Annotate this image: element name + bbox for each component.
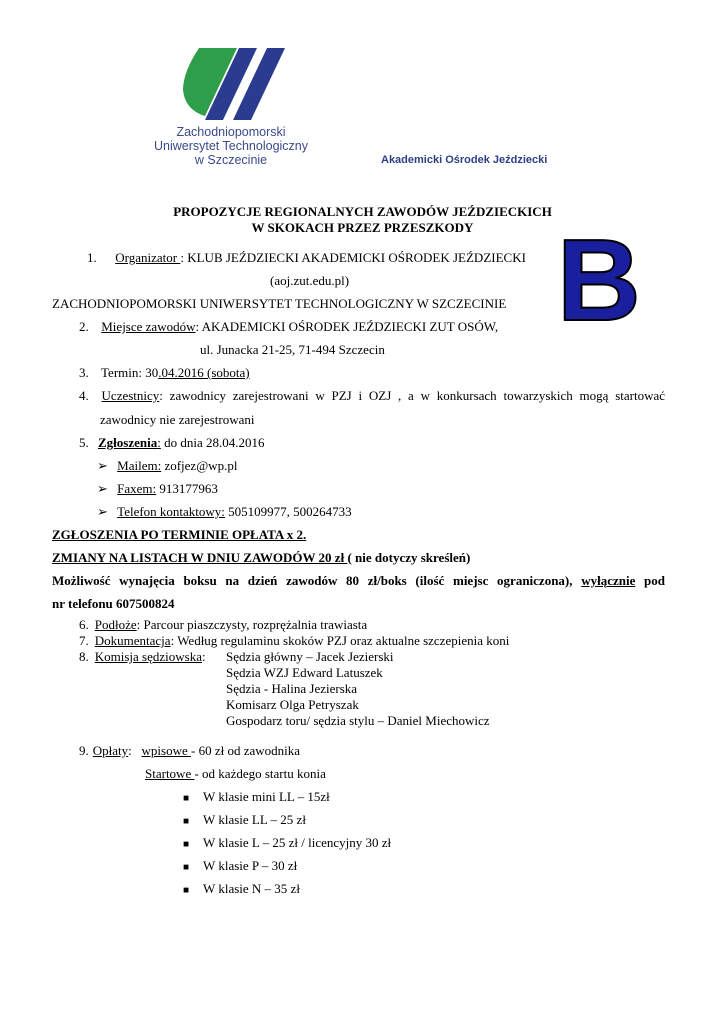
item-number: 3. <box>79 365 89 380</box>
fee-class-item <box>183 881 300 899</box>
contact-mail-label: Mailem: <box>117 458 162 473</box>
venue-value: : AKADEMICKI OŚRODEK JEŹDZIECKI ZUT OSÓW, <box>195 319 499 334</box>
docs-label: Dokumentacja <box>94 633 171 648</box>
contact-fax-label: Faxem: <box>117 481 157 496</box>
organizer-university: ZACHODNIOPOMORSKI UNIWERSYTET TECHNOLOGICZNY W SZCZECINIE <box>52 296 507 311</box>
date-text-b: .04.2016 (sobota) <box>158 365 250 380</box>
item-number: 7. <box>79 633 89 648</box>
venue-label: Miejsce zawodów <box>101 319 196 334</box>
document-title-line2: W SKOKACH PRZEZ PRZESZKODY <box>251 220 474 235</box>
date-text-a: Termin: 30 <box>101 365 159 380</box>
entries-line <box>79 435 265 451</box>
jury-line <box>79 649 206 665</box>
contact-phone <box>97 504 352 520</box>
contact-mail <box>97 458 237 474</box>
item-number: 1. <box>87 250 97 265</box>
square-bullet-icon: ■ <box>183 862 190 873</box>
fees-line <box>79 743 300 759</box>
arrow-bullet-icon: ➢ <box>97 481 108 496</box>
box-rental-text-a: Możliwość wynajęcia boksu na dzień zawodów 80 zł/boks (ilość miejsc ograniczona), <box>52 573 582 588</box>
jury-member: Sędzia WZJ Edward Latuszek <box>226 665 383 680</box>
fee-class-text: W klasie mini LL – 15zł <box>203 789 330 804</box>
changes-notice-rest: ( nie dotyczy skreśleń) <box>347 550 471 565</box>
item-number: 5. <box>79 435 89 450</box>
arrow-bullet-icon: ➢ <box>97 458 108 473</box>
contact-fax-value: 913177963 <box>156 481 218 496</box>
university-logo-icon <box>175 42 315 122</box>
square-bullet-icon: ■ <box>183 885 190 896</box>
jury-member: Sędzia główny – Jacek Jezierski <box>226 649 394 664</box>
changes-notice-main: ZMIANY NA LISTACH W DNIU ZAWODÓW 20 zł <box>52 550 348 565</box>
participants-value-2: zawodnicy nie zarejestrowani <box>100 412 255 427</box>
fees-colon: : <box>128 743 142 758</box>
box-rental-phone: nr telefonu 607500824 <box>52 596 175 611</box>
box-rental-exclusive: wyłącznie <box>581 573 636 588</box>
start-fee-line <box>145 766 326 782</box>
item-number: 9. <box>79 743 89 758</box>
docs-line <box>79 633 509 649</box>
club-name: Akademicki Ośrodek Jeździecki <box>381 154 548 166</box>
entries-colon: : <box>157 435 161 450</box>
jury-member: Gospodarz toru/ sędzia stylu – Daniel Miechowicz <box>226 713 490 728</box>
fee-class-item <box>183 789 330 807</box>
fee-class-text: W klasie P – 30 zł <box>203 858 298 873</box>
jury-colon: : <box>201 649 206 664</box>
fees-label: Opłaty <box>92 743 129 758</box>
university-name <box>145 125 317 167</box>
participants-line <box>79 388 665 404</box>
changes-notice <box>52 550 470 566</box>
box-rental-text-b: pod <box>635 573 666 588</box>
docs-value: : Według regulaminu skoków PZJ oraz aktualne szczepienia koni <box>170 633 510 648</box>
entry-fee-label: wpisowe <box>141 743 191 758</box>
item-number: 6. <box>79 617 89 632</box>
university-name-line1: Zachodniopomorski <box>176 125 286 139</box>
jury-label: Komisja sędziowska <box>94 649 202 664</box>
item-number: 8. <box>79 649 89 664</box>
ground-value: : Parcour piaszczysty, rozprężalnia trawiasta <box>136 617 368 632</box>
jury-member: Sędzia - Halina Jezierska <box>226 681 358 696</box>
organizer-website: (aoj.zut.edu.pl) <box>270 273 350 288</box>
ground-line <box>79 617 367 633</box>
fee-class-text: W klasie LL – 25 zł <box>203 812 306 827</box>
item-number: 2. <box>79 319 89 334</box>
start-fee-value: - od każdego startu konia <box>194 766 326 781</box>
contact-fax <box>97 481 218 497</box>
entries-label: Zgłoszenia <box>98 435 158 450</box>
fee-class-text: W klasie L – 25 zł / licencyjny 30 zł <box>203 835 392 850</box>
square-bullet-icon: ■ <box>183 793 190 804</box>
organizer-label: Organizator <box>115 250 181 265</box>
organizer-line <box>87 250 526 266</box>
contact-phone-label: Telefon kontaktowy: <box>117 504 225 519</box>
arrow-bullet-icon: ➢ <box>97 504 108 519</box>
university-name-line3: w Szczecinie <box>194 153 268 167</box>
late-entry-notice: ZGŁOSZENIA PO TERMINIE OPŁATA x 2. <box>52 527 307 542</box>
category-badge: B <box>557 215 641 345</box>
square-bullet-icon: ■ <box>183 816 190 827</box>
date-line <box>79 365 250 381</box>
fee-class-item <box>183 812 306 830</box>
jury-member: Komisarz Olga Petryszak <box>226 697 359 712</box>
organizer-value: : KLUB JEŹDZIECKI AKADEMICKI OŚRODEK JEŹDZIECKI <box>180 250 526 265</box>
contact-phone-value: 505109977, 500264733 <box>224 504 352 519</box>
fee-class-item <box>183 858 297 876</box>
fee-class-item <box>183 835 391 853</box>
participants-value: : zawodnicy zarejestrowani w PZJ i OZJ , a w konkursach towarzyskich mogą startować <box>159 388 666 403</box>
item-number: 4. <box>79 388 89 403</box>
entries-value: do dnia 28.04.2016 <box>160 435 265 450</box>
venue-address: ul. Junacka 21-25, 71-494 Szczecin <box>200 342 385 357</box>
square-bullet-icon: ■ <box>183 839 190 850</box>
venue-line <box>79 319 498 335</box>
document-title-line1: PROPOZYCJE REGIONALNYCH ZAWODÓW JEŹDZIECKICH <box>173 204 552 219</box>
fee-class-text: W klasie N – 35 zł <box>203 881 300 896</box>
ground-label: Podłoże <box>94 617 137 632</box>
box-rental-notice <box>52 573 665 589</box>
contact-mail-value: zofjez@wp.pl <box>161 458 238 473</box>
university-name-line2: Uniwersytet Technologiczny <box>153 139 308 153</box>
entry-fee-value: - 60 zł od zawodnika <box>190 743 301 758</box>
start-fee-label: Startowe <box>145 766 195 781</box>
participants-label: Uczestnicy <box>101 388 160 403</box>
